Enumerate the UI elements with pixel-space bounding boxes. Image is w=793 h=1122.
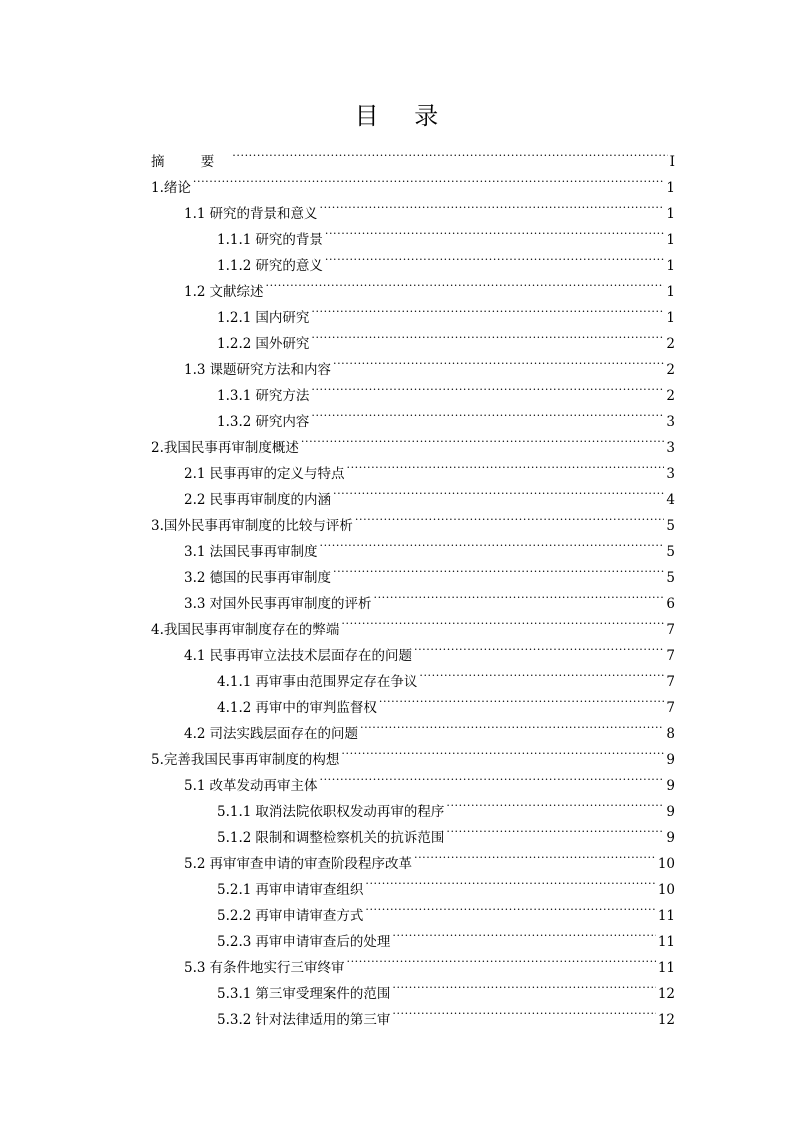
dot-leader: [414, 634, 664, 660]
toc-entry-title: 民事再审制度的内涵: [209, 492, 331, 508]
dot-leader: [311, 374, 664, 400]
toc-entry-number: 5.: [151, 752, 164, 768]
toc-entry-number: 1.1.2: [217, 258, 252, 274]
toc-entry-title: 我国民事再审制度存在的弊端: [163, 622, 340, 638]
toc-entry-title: 再审事由范围界定存在争议: [255, 674, 418, 690]
toc-entry-page: 7: [666, 622, 675, 638]
toc-entry-number: 1.2.1: [217, 310, 252, 326]
toc-entry-title: 国内研究: [255, 310, 310, 326]
toc-entry-title: 研究内容: [255, 414, 310, 430]
dot-leader: [232, 140, 667, 166]
dot-leader: [311, 322, 664, 348]
dot-leader: [193, 166, 665, 192]
toc-entry-title: 研究的背景和意义: [209, 206, 318, 222]
toc-entry-number: 1.2: [184, 284, 206, 300]
table-of-contents: [151, 140, 675, 1028]
dot-leader: [319, 530, 664, 556]
dot-leader: [265, 270, 664, 296]
toc-entry-page: 11: [657, 934, 675, 950]
toc-entry-page: 6: [666, 596, 675, 612]
dot-leader: [311, 400, 664, 426]
toc-entry-page: 1: [666, 232, 675, 248]
toc-entry-number: 1.1: [184, 206, 206, 222]
dot-leader: [414, 842, 656, 868]
dot-leader: [319, 764, 664, 790]
dot-leader: [333, 556, 664, 582]
toc-entry-title: 法国民事再审制度: [209, 544, 318, 560]
dot-leader: [341, 738, 664, 764]
toc-entry-number: 3.3: [184, 596, 206, 612]
toc-entry-title: 取消法院依职权发动再审的程序: [255, 804, 445, 820]
toc-entry-title: 德国的民事再审制度: [209, 570, 331, 586]
toc-entry-number: 5.2.2: [217, 908, 252, 924]
dot-leader: [325, 218, 665, 244]
dot-leader: [446, 790, 664, 816]
page-title: 目 录: [354, 102, 453, 130]
toc-entry-title: 再审中的审判监督权: [255, 700, 377, 716]
toc-entry-page: 11: [657, 960, 675, 976]
dot-leader: [311, 296, 664, 322]
toc-entry-title: 课题研究方法和内容: [209, 362, 331, 378]
toc-entry-page: 9: [666, 778, 675, 794]
toc-entry-number: 4.: [151, 622, 164, 638]
dot-leader: [419, 660, 664, 686]
toc-entry-number: 3.: [151, 518, 164, 534]
toc-entry-number: 3.1: [184, 544, 206, 560]
toc-entry-page: 7: [666, 648, 675, 664]
toc-entry-title: 国外民事再审制度的比较与评析: [163, 518, 353, 534]
toc-entry-page: 5: [666, 570, 675, 586]
toc-entry-page: 9: [666, 830, 675, 846]
toc-entry-number: 1.2.2: [217, 336, 252, 352]
toc-entry-page: 12: [657, 986, 675, 1002]
dot-leader: [341, 608, 664, 634]
toc-entry-number: 2.1: [184, 466, 206, 482]
toc-entry-number: 5.2: [184, 856, 206, 872]
toc-entry-title: 再审申请审查方式: [255, 908, 364, 924]
toc-entry-page: 1: [666, 258, 675, 274]
toc-entry-page: 1: [666, 180, 675, 196]
toc-entry-page: 5: [666, 518, 675, 534]
toc-entry-page: 10: [657, 856, 675, 872]
dot-leader: [365, 894, 655, 920]
toc-entry-title: 再审审查申请的审查阶段程序改革: [209, 856, 412, 872]
toc-entry-page: 9: [666, 804, 675, 820]
dot-leader: [333, 478, 664, 504]
toc-entry-title: 民事再审立法技术层面存在的问题: [209, 648, 412, 664]
toc-entry-title: 完善我国民事再审制度的构想: [163, 752, 340, 768]
toc-entry-title: 有条件地实行三审终审: [209, 960, 345, 976]
toc-entry-title: 改革发动再审主体: [209, 778, 318, 794]
dot-leader: [319, 192, 664, 218]
toc-entry-page: 2: [666, 388, 675, 404]
toc-entry-number: 4.1: [184, 648, 206, 664]
toc-entry-number: 2.: [151, 440, 164, 456]
toc-entry-title: 研究的意义: [255, 258, 323, 274]
dot-leader: [360, 712, 664, 738]
toc-entry-title: 研究的背景: [255, 232, 323, 248]
toc-entry[interactable]: [151, 192, 675, 222]
dot-leader: [365, 868, 655, 894]
toc-entry-number: 5.3.2: [217, 1012, 252, 1028]
toc-entry-page: 8: [666, 726, 675, 742]
toc-entry-title: 对国外民事再审制度的评析: [209, 596, 372, 612]
toc-entry-page: 2: [666, 336, 675, 352]
dot-leader: [346, 452, 664, 478]
dot-leader: [346, 946, 655, 972]
toc-entry-page: 7: [666, 674, 675, 690]
toc-entry[interactable]: [151, 140, 675, 170]
toc-entry-title: 再审申请审查后的处理: [255, 934, 391, 950]
toc-entry-number: 3.2: [184, 570, 206, 586]
toc-entry-number: 5.3: [184, 960, 206, 976]
toc-entry-page: 7: [666, 700, 675, 716]
dot-leader: [355, 504, 665, 530]
toc-entry-number: 2.2: [184, 492, 206, 508]
toc-entry-title: 国外研究: [255, 336, 310, 352]
toc-entry-number: 4.1.2: [217, 700, 252, 716]
toc-entry-page: I: [669, 154, 675, 170]
dot-leader: [333, 348, 664, 374]
toc-entry-number: 4.1.1: [217, 674, 252, 690]
toc-entry-title: 再审申请审查组织: [255, 882, 364, 898]
toc-entry-title: 司法实践层面存在的问题: [209, 726, 358, 742]
toc-entry-title: 研究方法: [255, 388, 310, 404]
toc-entry-number: 1.1.1: [217, 232, 252, 248]
toc-entry-number: 5.1: [184, 778, 206, 794]
toc-entry-number: 5.2.1: [217, 882, 252, 898]
toc-entry-title: 针对法律适用的第三审: [255, 1012, 391, 1028]
dot-leader: [392, 920, 655, 946]
dot-leader: [392, 998, 655, 1024]
toc-entry-page: 4: [666, 492, 675, 508]
toc-entry-title: 文献综述: [209, 284, 264, 300]
toc-entry-title: 民事再审的定义与特点: [209, 466, 345, 482]
dot-leader: [373, 582, 664, 608]
dot-leader: [301, 426, 665, 452]
toc-entry-page: 3: [666, 466, 675, 482]
toc-entry[interactable]: [151, 166, 675, 196]
dot-leader: [325, 244, 665, 270]
toc-entry-number: 5.3.1: [217, 986, 252, 1002]
toc-entry-title: 绪论: [163, 180, 191, 196]
dot-leader: [392, 972, 655, 998]
toc-entry-page: 12: [657, 1012, 675, 1028]
toc-entry-number: 1.3: [184, 362, 206, 378]
dot-leader: [446, 816, 664, 842]
toc-entry-page: 11: [657, 908, 675, 924]
toc-entry-number: 1.: [151, 180, 164, 196]
toc-entry-number: 5.1.1: [217, 804, 252, 820]
toc-entry-title: 限制和调整检察机关的抗诉范围: [255, 830, 445, 846]
toc-entry-title: 第三审受理案件的范围: [255, 986, 391, 1002]
toc-entry-page: 5: [666, 544, 675, 560]
toc-entry-number: 5.1.2: [217, 830, 252, 846]
toc-entry-page: 3: [666, 440, 675, 456]
toc-entry-number: 1.3.2: [217, 414, 252, 430]
toc-entry-page: 2: [666, 362, 675, 378]
toc-entry-page: 1: [666, 310, 675, 326]
toc-entry-number: 1.3.1: [217, 388, 252, 404]
toc-entry-number: 4.2: [184, 726, 206, 742]
toc-entry-page: 9: [666, 752, 675, 768]
toc-entry-page: 10: [657, 882, 675, 898]
toc-entry-page: 1: [666, 206, 675, 222]
toc-entry-title: 我国民事再审制度概述: [163, 440, 299, 456]
dot-leader: [379, 686, 665, 712]
toc-entry-number: 5.2.3: [217, 934, 252, 950]
toc-entry-page: 3: [666, 414, 675, 430]
toc-entry-page: 1: [666, 284, 675, 300]
toc-entry-title: 摘 要: [151, 154, 231, 170]
